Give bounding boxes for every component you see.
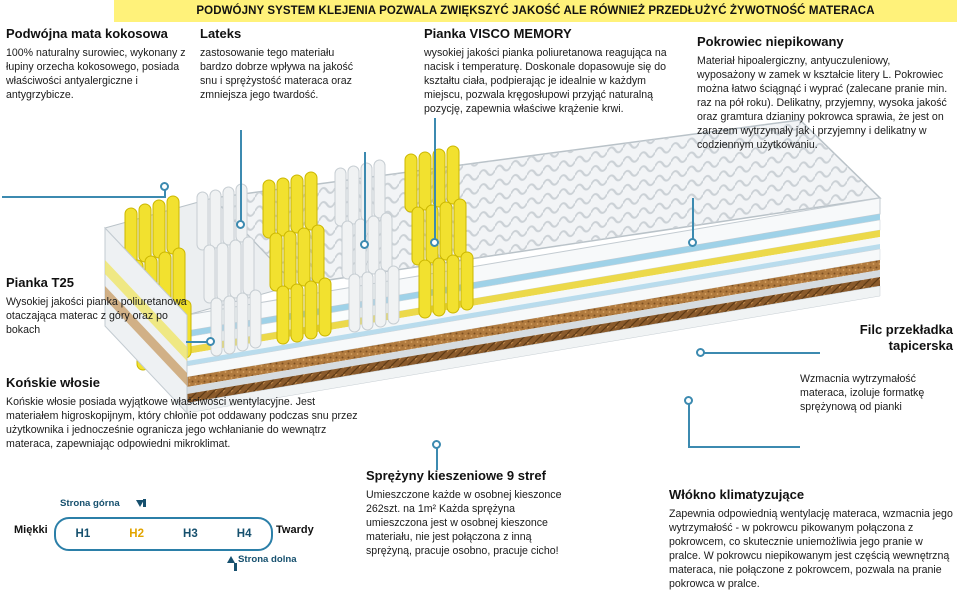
scale-hard-label: Twardy xyxy=(276,524,314,536)
callout-title: Pianka T25 xyxy=(6,275,74,290)
callout-title: Włókno klimatyzujące xyxy=(669,487,805,502)
callout-mata-kokosowa xyxy=(6,26,186,102)
leader-lateks xyxy=(240,130,242,224)
leader-sprezyny xyxy=(436,446,438,470)
callout-text: wysokiej jakości pianka poliuretanowa reagująca na nacisk i temperaturę. Doskonale dopasowuje się do kształtu ciała, podpierając je idealnie w każdym miejscu, pozwala kręgosłupowi przyjąć naturalną pozycję, zapewnia właściwe krążenie krwi. xyxy=(424,46,667,116)
callout-title: Pokrowiec niepikowany xyxy=(697,34,844,49)
leader-dot-lateks xyxy=(236,220,245,229)
leader-dot-t25 xyxy=(206,337,215,346)
scale-bottom-label: Strona dolna xyxy=(238,554,297,565)
leader-dot-sprezyny xyxy=(432,440,441,449)
callout-lateks xyxy=(200,26,360,102)
callout-title: Filc przekładka tapicerska xyxy=(859,322,953,353)
callout-text: zastosowanie tego materiału bardzo dobrze wpływa na jakość snu i sprężystość materaca oraz zmniejsza jego twardość. xyxy=(200,46,354,102)
hardness-step-h2[interactable]: H2 xyxy=(129,528,144,540)
callout-text: Końskie włosie posiada wyjątkowe właściwości wentylacyjne. Jest materiałem higroskopijnym, który chłonie pot oddawany podczas snu przez użytkownika i jednocześnie ogranicza jego wchłanianie do wewnątrz materaca, zapewniając odpowiedni mikroklimat. xyxy=(6,395,358,451)
callout-text: Materiał hipoalergiczny, antyuczuleniowy, wyposażony w zamek w kształcie litery L. Pokrowiec można łatwo ściągnąć i wyprać (zalecane pranie min. raz na pół roku). Delikatny, przyjemny, wysoka jakość oraz gramtura dzianiny pokrowca sprawia, że jest on zarazem wytrzymały jak i przyjemny i delikatny w codziennym użytkowaniu. xyxy=(697,54,948,152)
leader-dot-filc xyxy=(696,348,705,357)
leader-dot-visco xyxy=(360,240,369,249)
leader-dot-kokos xyxy=(160,182,169,191)
leader-wzmacnia-v xyxy=(688,400,690,446)
top-banner xyxy=(114,0,957,22)
callout-text: Zapewnia odpowiednią wentylację materaca, wzmacnia jego wytrzymałość - w pokrowcu pikowanym połączona z pokrowcem, co skutecznie uniemożliwia jego pranie w pralce. W pokrowcu niepikowanym jest częścią wewnętrzną materaca, nie połączone z pokrowcem, pozwala na pranie pokrowca w pralce. xyxy=(669,507,953,591)
leader-pokrowiec xyxy=(692,198,694,242)
callout-text: Umieszczone każde w osobnej kieszonce 262szt. na 1m² Każda sprężyna umieszczona jest w osobnej kieszonce materiału, nie jest połączona z inną sprężyną, pracuje osobno, pracuje cicho! xyxy=(366,488,562,558)
callout-title: Lateks xyxy=(200,26,242,41)
arrow-down-icon xyxy=(136,500,144,507)
callout-pokrowiec xyxy=(697,34,951,152)
leader-wzmacnia xyxy=(688,446,800,448)
callout-title: Końskie włosie xyxy=(6,375,100,390)
callout-pianka-t25 xyxy=(6,275,188,337)
top-banner-text: PODWÓJNY SYSTEM KLEJENIA POZWALA ZWIĘKSZYĆ JAKOŚĆ ALE RÓWNIEŻ PRZEDŁUŻYĆ ŻYWOTNOŚĆ MATERACA xyxy=(196,5,875,17)
leader-visco xyxy=(364,152,366,244)
callout-text: Wzmacnia wytrzymałość materaca, izoluje formatkę sprężynową od pianki xyxy=(800,373,925,414)
hardness-scale xyxy=(14,498,344,568)
leader-dot-wzmacnia xyxy=(684,396,693,405)
hardness-step-h4[interactable]: H4 xyxy=(236,528,252,540)
leader-dot-visco-2 xyxy=(430,238,439,247)
callout-konskie-wlosie xyxy=(6,375,358,451)
hardness-step-h3[interactable]: H3 xyxy=(183,528,198,540)
callout-filc xyxy=(821,322,953,358)
hardness-step-list[interactable] xyxy=(54,517,273,551)
scale-top-label: Strona górna xyxy=(60,498,120,509)
callout-title: Sprężyny kieszeniowe 9 stref xyxy=(366,468,546,483)
callout-title: Pianka VISCO MEMORY xyxy=(424,26,572,41)
scale-soft-label: Miękki xyxy=(14,524,48,536)
leader-kokos xyxy=(2,196,166,198)
callout-visco-memory xyxy=(424,26,674,116)
callout-title: Podwójna mata kokosowa xyxy=(6,26,168,41)
callout-text: Wysokiej jakości pianka poliuretanowa otaczająca materac z góry oraz po bokach xyxy=(6,295,187,337)
callout-sprezyny xyxy=(366,468,576,558)
callout-wlokno-klimatyzujace xyxy=(669,487,955,591)
hardness-step-h1[interactable]: H1 xyxy=(75,528,91,540)
leader-visco-2 xyxy=(434,118,436,242)
callout-text: 100% naturalny surowiec, wykonany z łupiny orzecha kokosowego, posiada właściwości antyalergiczne i antygrzybicze. xyxy=(6,46,186,102)
arrow-up-icon xyxy=(227,556,235,563)
leader-filc xyxy=(700,352,820,354)
leader-dot-pokrowiec xyxy=(688,238,697,247)
callout-wzmacnia xyxy=(800,372,952,414)
